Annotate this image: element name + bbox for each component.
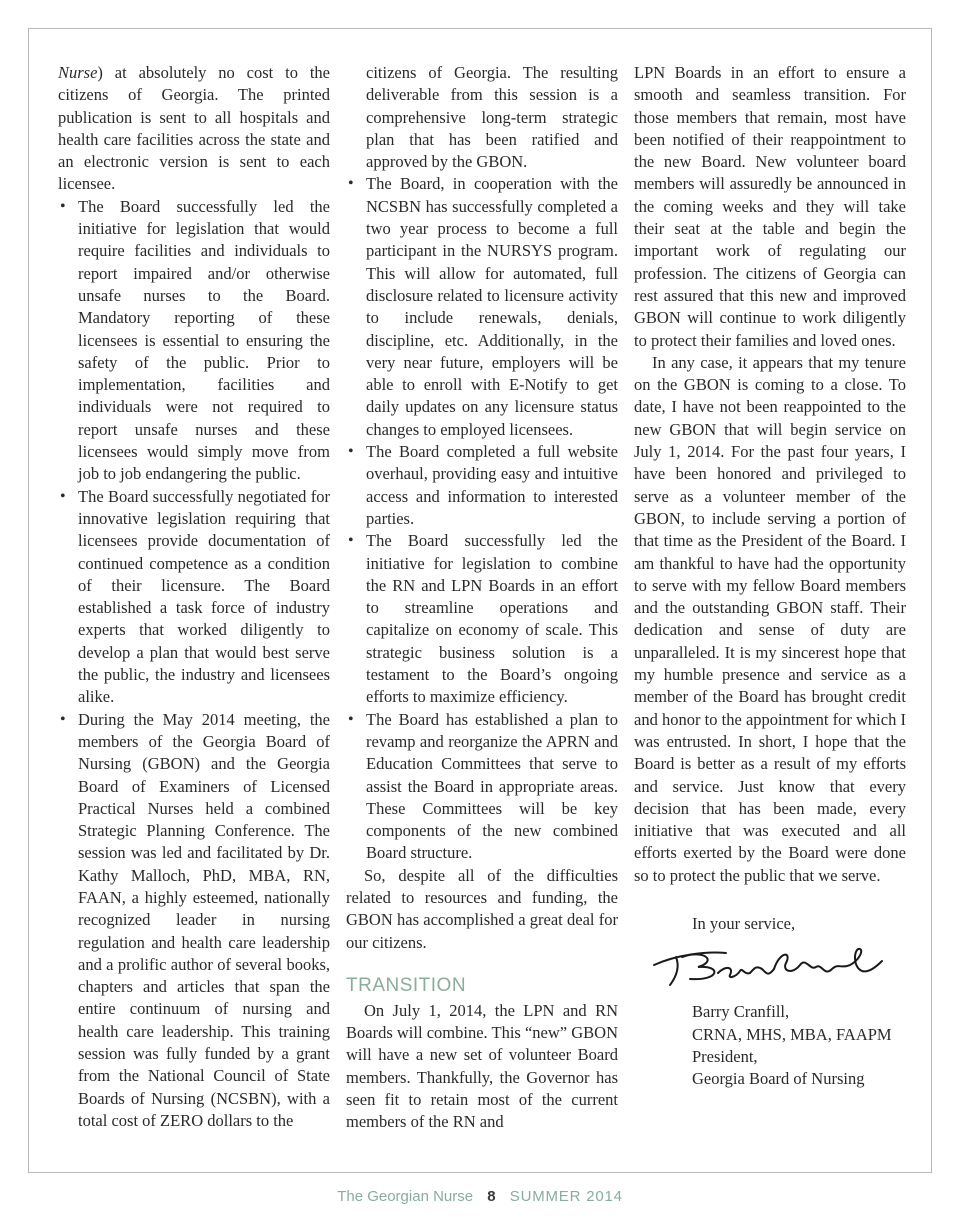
accomplishment-list-2 [346,173,618,864]
column-3 [634,62,906,1090]
lead-paragraph [58,62,330,196]
signer-name: Barry Cranfill, [692,1002,790,1022]
continuation-paragraph: citizens of Georgia. The resulting deliverable from this session is a comprehensive long-term strategic plan that has been ratified and approved by the GBON. [366,63,618,172]
summary-paragraph: So, despite all of the difficulties related to resources and funding, the GBON has accomplished a great deal for our citizens. [346,865,618,952]
handwritten-signature-icon [646,943,896,991]
page-number: 8 [487,1188,496,1205]
list-item: • During the May 2014 meeting, the members of the Georgia Board of Nursing (GBON) and the Georgia Board of Examiners of Licensed Practical Nurses held a combined Strategic Planning Conference. The session was led and facilitated by Dr. Kathy Malloch, PhD, MBA, RN, FAAN, a highly esteemed, nationally recognized leader in nursing regulation and health care leadership and a prolific author of several books, chapters and articles that span the entire continuum of nursing and health care leadership. This training session was fully funded by a grant from the National Council of State Boards of Nursing (NCSBN), with a total cost of ZERO dollars to the [58,709,330,1133]
publication-name: The Georgian Nurse [337,1188,474,1205]
list-item: • The Board, in cooperation with the NCSBN has successfully completed a two year process to become a full participant in the NURSYS program. This will allow for automated, full disclosure related to licensure activity to include renewals, denials, discipline, etc. Additionally, in the very near future, employers will be able to enroll with E-Notify to get daily updates on any licensure status changes to employed licensees. [346,173,618,441]
closing-paragraph: In any case, it appears that my tenure on the GBON is coming to a close. To date, I have not been reappointed to the new GBON that will begin service on July 1, 2014. For the past four years, I have been honored and privileged to serve as a volunteer member of the GBON, to include serving a portion of that time as the President of the Board. I am thankful to have had the opportunity to serve with my fellow Board members and the outstanding GBON staff. Their dedication and sense of duty are unparalleled. It is my sincerest hope that my humble presence and service as a member of the Board has brought credit and honor to the appointment for which I was entrusted. In short, I hope that the Board is better as a result of my efforts and service. Just know that every decision that has been made, every initiative that was executed and all efforts exerted by the Board were done so to protect the public that we serve. [634,352,906,885]
section-heading-transition: TRANSITION [346,974,467,996]
continuation-paragraph: LPN Boards in an effort to ensure a smooth and seamless transition. For those members that remain, most have been notified of their reappointment to the new Board. New volunteer board members will assuredly be announced in the coming weeks and they will take their seat at the table and begin the important work of regulating our profession. The citizens of Georgia can rest assured that this new and improved GBON will continue to work diligently to protect their families and loved ones. [634,63,906,350]
signer-title: President, [692,1046,758,1066]
list-item: • The Board has established a plan to revamp and reorganize the APRN and Education Committees that serve to assist the Board in appropriate areas. These Committees will be key components of the new combined Board structure. [346,709,618,865]
page-footer [0,1188,960,1205]
column-1 [58,62,330,1132]
list-item: • The Board successfully negotiated for innovative legislation requiring that licensees provide documentation of continued competence as a condition of their licensure. The Board established a task force of industry experts that worked diligently to develop a plan that would best serve the public, the industry and licensees alike. [58,486,330,709]
transition-paragraph: On July 1, 2014, the LPN and RN Boards will combine. This “new” GBON will have a new set of volunteer Board members. Thankfully, the Governor has seen fit to retain most of the current members of the RN and [346,1000,618,1132]
accomplishment-list-1 [58,196,330,1132]
salutation: In your service, [692,913,796,933]
lead-italic: Nurse [58,63,98,82]
issue-label: SUMMER 2014 [509,1188,623,1205]
list-item: • The Board successfully led the initiative for legislation that would require facilities and individuals to report impaired and/or otherwise unsafe nurses to the Board. Mandatory reporting of these licensees is essential to ensuring the safety of the public. Prior to implementation, facilities and individuals were not required to report unsafe nurses and these licensees would simply move from job to job endangering the public. [58,196,330,486]
signer-organization: Georgia Board of Nursing [692,1069,865,1089]
signer-credentials: CRNA, MHS, MBA, FAAPM [692,1024,892,1044]
list-item: • The Board successfully led the initiative for legislation to combine the RN and LPN Boards in an effort to streamline operations and capitalize on economy of scale. This strategic business solution is a testament to the Board’s ongoing efforts to maximize efficiency. [346,530,618,708]
list-item: • The Board completed a full website overhaul, providing easy and intuitive access and information to interested parties. [346,441,618,530]
lead-text: ) at absolutely no cost to the citizens of Georgia. The printed publication is sent to all hospitals and health care facilities across the state and an electronic version is sent to each licensee. [58,63,330,194]
signature-block [634,913,906,1090]
column-2 [346,62,618,1134]
